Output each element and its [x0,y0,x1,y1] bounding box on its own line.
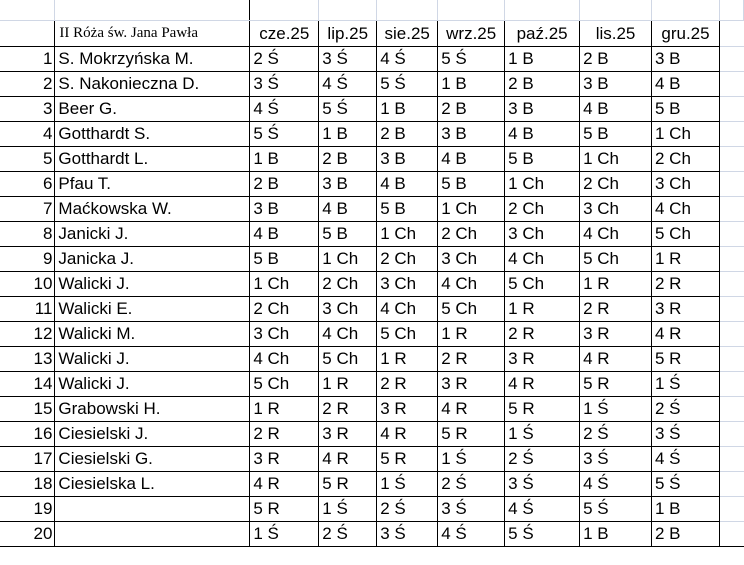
month-header[interactable]: paź.25 [505,20,580,46]
mystery-cell[interactable]: 2 B [377,121,438,146]
mystery-cell[interactable]: 5 Ś [250,121,319,146]
row-number-cell[interactable]: 4 [0,121,55,146]
member-name-cell[interactable]: Gotthardt L. [55,146,250,171]
mystery-cell[interactable]: 2 B [250,171,319,196]
mystery-cell[interactable]: 2 Ś [250,46,319,71]
mystery-cell[interactable]: 1 B [438,71,505,96]
mystery-cell[interactable]: 5 R [250,496,319,521]
mystery-cell[interactable]: 3 R [505,346,580,371]
mystery-cell[interactable]: 1 R [505,296,580,321]
mystery-cell[interactable]: 2 R [438,346,505,371]
mystery-cell[interactable]: 3 R [250,446,319,471]
mystery-cell[interactable]: 1 Ś [438,446,505,471]
mystery-cell[interactable]: 3 B [580,71,652,96]
mystery-cell[interactable]: 2 R [505,321,580,346]
mystery-cell[interactable]: 2 Ch [319,271,377,296]
blank-cell[interactable] [719,321,743,346]
mystery-cell[interactable]: 4 B [377,171,438,196]
blank-cell[interactable] [719,471,743,496]
mystery-cell[interactable]: 3 R [377,396,438,421]
mystery-cell[interactable]: 1 B [505,46,580,71]
mystery-cell[interactable]: 3 Ś [580,446,652,471]
mystery-cell[interactable]: 1 B [377,96,438,121]
mystery-cell[interactable]: 1 Ś [580,396,652,421]
table-row [0,446,744,471]
blank-cell[interactable] [652,0,720,20]
mystery-cell[interactable]: 4 R [319,446,377,471]
blank-cell[interactable] [719,421,743,446]
member-name-cell[interactable]: S. Mokrzyńska M. [55,46,250,71]
blank-cell[interactable] [719,20,743,46]
mystery-cell[interactable]: 4 Ch [250,346,319,371]
mystery-cell[interactable]: 4 B [505,121,580,146]
mystery-cell[interactable]: 5 Ś [580,496,652,521]
row-number-cell[interactable]: 15 [0,396,55,421]
blank-cell[interactable] [319,0,377,20]
blank-cell[interactable] [719,196,743,221]
member-name-cell[interactable]: Walicki J. [55,271,250,296]
table-row [0,421,744,446]
table-row [0,146,744,171]
mystery-cell[interactable]: 5 Ś [319,96,377,121]
mystery-cell[interactable]: 3 Ch [250,321,319,346]
mystery-cell[interactable]: 4 R [580,346,652,371]
mystery-cell[interactable]: 2 B [438,96,505,121]
table-row [0,471,744,496]
mystery-cell[interactable]: 1 R [580,271,652,296]
mystery-cell[interactable]: 5 Ch [652,221,720,246]
mystery-cell[interactable]: 1 R [250,396,319,421]
mystery-cell[interactable]: 1 Ch [319,246,377,271]
table-row [0,196,744,221]
mystery-cell[interactable]: 1 B [250,146,319,171]
mystery-cell[interactable]: 4 R [377,421,438,446]
mystery-cell[interactable]: 4 Ś [580,471,652,496]
blank-cell[interactable] [719,396,743,421]
mystery-cell[interactable]: 2 Ś [438,471,505,496]
corner-cell[interactable] [0,20,55,46]
row-number-cell[interactable]: 16 [0,421,55,446]
mystery-cell[interactable]: 5 R [580,371,652,396]
table-row [0,396,744,421]
blank-cell[interactable] [719,146,743,171]
mystery-cell[interactable]: 3 B [250,196,319,221]
blank-cell[interactable] [719,446,743,471]
mystery-cell[interactable]: 4 Ś [438,521,505,546]
table-row [0,121,744,146]
blank-cell[interactable] [505,0,580,20]
blank-cell[interactable] [438,0,505,20]
row-number-cell[interactable]: 14 [0,371,55,396]
row-number-cell[interactable]: 6 [0,171,55,196]
mystery-cell[interactable]: 3 B [319,171,377,196]
mystery-cell[interactable]: 2 Ch [250,296,319,321]
mystery-cell[interactable]: 2 Ś [580,421,652,446]
mystery-cell[interactable]: 5 Ś [652,471,720,496]
blank-cell[interactable] [719,346,743,371]
member-name-cell[interactable]: Walicki J. [55,346,250,371]
mystery-cell[interactable]: 2 Ś [505,446,580,471]
mystery-cell[interactable]: 5 Ch [377,321,438,346]
table-row [0,271,744,296]
mystery-cell[interactable]: 5 B [652,96,720,121]
table-row [0,496,744,521]
member-name-cell[interactable]: Ciesielski G. [55,446,250,471]
mystery-cell[interactable]: 5 B [580,121,652,146]
mystery-cell[interactable]: 4 Ch [652,196,720,221]
mystery-cell[interactable]: 5 B [319,221,377,246]
blank-cell[interactable] [719,246,743,271]
mystery-cell[interactable]: 3 B [652,46,720,71]
table-row [0,371,744,396]
mystery-cell[interactable]: 3 B [505,96,580,121]
mystery-cell[interactable]: 1 Ch [505,171,580,196]
mystery-cell[interactable]: 3 Ch [438,246,505,271]
mystery-cell[interactable]: 4 B [438,146,505,171]
member-name-cell[interactable]: Pfau T. [55,171,250,196]
mystery-cell[interactable]: 5 Ś [438,46,505,71]
row-number-cell[interactable]: 17 [0,446,55,471]
member-name-cell[interactable]: Janicki J. [55,221,250,246]
blank-cell[interactable] [719,271,743,296]
mystery-cell[interactable]: 2 B [319,146,377,171]
mystery-cell[interactable]: 2 R [319,396,377,421]
mystery-cell[interactable]: 3 Ś [250,71,319,96]
month-header[interactable]: sie.25 [377,20,438,46]
member-name-cell[interactable]: Gotthardt S. [55,121,250,146]
mystery-cell[interactable]: 4 Ś [652,446,720,471]
mystery-cell[interactable]: 1 B [580,521,652,546]
row-number-cell[interactable]: 20 [0,521,55,546]
member-name-cell[interactable]: Ciesielska L. [55,471,250,496]
mystery-cell[interactable]: 5 R [319,471,377,496]
mystery-cell[interactable]: 2 B [652,521,720,546]
mystery-cell[interactable]: 4 Ch [319,321,377,346]
mystery-cell[interactable]: 3 R [438,371,505,396]
mystery-cell[interactable]: 4 R [438,396,505,421]
mystery-cell[interactable]: 4 B [652,71,720,96]
mystery-cell[interactable]: 5 Ch [250,371,319,396]
table-row [0,96,744,121]
member-name-cell[interactable]: Grabowski H. [55,396,250,421]
mystery-cell[interactable]: 1 Ch [438,196,505,221]
blank-cell[interactable] [719,371,743,396]
header-row [0,20,744,46]
blank-cell[interactable] [580,0,652,20]
mystery-cell[interactable]: 3 R [580,321,652,346]
table-row [0,346,744,371]
mystery-cell[interactable]: 4 Ś [505,496,580,521]
mystery-cell[interactable]: 1 R [652,246,720,271]
mystery-cell[interactable]: 3 Ch [505,221,580,246]
table-row [0,46,744,71]
mystery-cell[interactable]: 1 B [652,496,720,521]
mystery-cell[interactable]: 1 Ś [377,471,438,496]
mystery-cell[interactable]: 1 B [319,121,377,146]
mystery-cell[interactable]: 4 R [250,471,319,496]
table-row [0,171,744,196]
mystery-cell[interactable]: 5 Ch [319,346,377,371]
mystery-cell[interactable]: 5 Ch [438,296,505,321]
member-name-cell[interactable]: Ciesielski J. [55,421,250,446]
mystery-cell[interactable]: 5 Ch [505,271,580,296]
member-name-cell[interactable]: S. Nakonieczna D. [55,71,250,96]
row-number-cell[interactable]: 7 [0,196,55,221]
row-number-cell[interactable]: 3 [0,96,55,121]
month-header[interactable]: cze.25 [250,20,319,46]
mystery-cell[interactable]: 1 Ch [250,271,319,296]
blank-cell[interactable] [0,0,55,20]
member-name-cell[interactable]: Walicki M. [55,321,250,346]
mystery-cell[interactable]: 2 Ch [580,171,652,196]
mystery-cell[interactable]: 2 Ś [377,496,438,521]
mystery-cell[interactable]: 2 B [505,71,580,96]
mystery-cell[interactable]: 4 R [652,321,720,346]
mystery-cell[interactable]: 2 Ch [377,246,438,271]
month-header[interactable]: lis.25 [580,20,652,46]
mystery-cell[interactable]: 3 Ch [377,271,438,296]
member-name-cell[interactable]: Janicka J. [55,246,250,271]
blank-cell[interactable] [719,521,743,546]
table-row [0,321,744,346]
table-row [0,521,744,546]
blank-cell[interactable] [250,0,319,20]
mystery-cell[interactable]: 5 Ś [377,71,438,96]
row-number-cell[interactable]: 8 [0,221,55,246]
blank-cell[interactable] [719,221,743,246]
row-number-cell[interactable]: 10 [0,271,55,296]
blank-top-row [0,0,744,20]
mystery-cell[interactable]: 4 Ś [319,71,377,96]
month-header[interactable]: wrz.25 [438,20,505,46]
table-row [0,71,744,96]
mystery-cell[interactable]: 4 Ch [377,296,438,321]
blank-cell[interactable] [719,296,743,321]
mystery-cell[interactable]: 3 R [319,421,377,446]
mystery-cell[interactable]: 3 Ś [319,46,377,71]
mystery-cell[interactable]: 1 Ch [652,121,720,146]
blank-cell[interactable] [719,121,743,146]
sheet-title[interactable]: II Róża św. Jana Pawła [55,20,250,46]
row-number-cell[interactable]: 13 [0,346,55,371]
mystery-cell[interactable]: 1 Ch [580,146,652,171]
blank-cell[interactable] [55,0,250,20]
mystery-cell[interactable]: 5 R [438,421,505,446]
table-row [0,296,744,321]
mystery-cell[interactable]: 1 Ś [319,496,377,521]
mystery-cell[interactable]: 4 B [319,196,377,221]
mystery-cell[interactable]: 4 Ch [580,221,652,246]
mystery-cell[interactable]: 2 B [580,46,652,71]
row-number-cell[interactable]: 1 [0,46,55,71]
mystery-cell[interactable]: 5 R [652,346,720,371]
mystery-cell[interactable]: 2 Ch [505,196,580,221]
table-row [0,246,744,271]
blank-cell[interactable] [719,46,743,71]
mystery-cell[interactable]: 4 Ch [438,271,505,296]
row-number-cell[interactable]: 9 [0,246,55,271]
row-number-cell[interactable]: 2 [0,71,55,96]
mystery-cell[interactable]: 5 R [377,446,438,471]
mystery-cell[interactable]: 5 B [505,146,580,171]
mystery-cell[interactable]: 4 Ch [505,246,580,271]
mystery-cell[interactable]: 4 Ś [250,96,319,121]
mystery-cell[interactable]: 4 B [250,221,319,246]
mystery-cell[interactable]: 1 R [319,371,377,396]
blank-cell[interactable] [377,0,438,20]
mystery-cell[interactable]: 5 Ch [580,246,652,271]
mystery-cell[interactable]: 1 Ś [505,421,580,446]
row-number-cell[interactable]: 11 [0,296,55,321]
member-name-cell[interactable] [55,496,250,521]
mystery-cell[interactable]: 3 Ś [438,496,505,521]
table-row [0,221,744,246]
member-name-cell[interactable]: Walicki E. [55,296,250,321]
mystery-cell[interactable]: 2 Ś [319,521,377,546]
mystery-cell[interactable]: 5 Ś [505,521,580,546]
mystery-cell[interactable]: 3 B [438,121,505,146]
mystery-cell[interactable]: 2 Ś [652,396,720,421]
member-name-cell[interactable]: Walicki J. [55,371,250,396]
mystery-cell[interactable]: 4 B [580,96,652,121]
mystery-cell[interactable]: 2 R [250,421,319,446]
mystery-cell[interactable]: 2 Ch [438,221,505,246]
mystery-cell[interactable]: 1 Ś [250,521,319,546]
member-name-cell[interactable]: Maćkowska W. [55,196,250,221]
mystery-cell[interactable]: 5 B [377,196,438,221]
mystery-cell[interactable]: 2 R [580,296,652,321]
blank-cell[interactable] [719,0,743,20]
mystery-cell[interactable]: 3 Ś [505,471,580,496]
mystery-cell[interactable]: 5 R [505,396,580,421]
row-number-cell[interactable]: 12 [0,321,55,346]
member-name-cell[interactable]: Beer G. [55,96,250,121]
mystery-cell[interactable]: 4 Ś [377,46,438,71]
blank-cell[interactable] [719,171,743,196]
row-number-cell[interactable]: 18 [0,471,55,496]
mystery-cell[interactable]: 1 Ś [652,371,720,396]
mystery-cell[interactable]: 5 B [250,246,319,271]
mystery-cell[interactable]: 5 B [438,171,505,196]
month-header[interactable]: gru.25 [652,20,720,46]
mystery-cell[interactable]: 1 R [377,346,438,371]
mystery-cell[interactable]: 3 Ś [377,521,438,546]
mystery-cell[interactable]: 3 B [377,146,438,171]
mystery-cell[interactable]: 3 Ch [652,171,720,196]
mystery-cell[interactable]: 2 R [652,271,720,296]
member-name-cell[interactable] [55,521,250,546]
mystery-cell[interactable]: 3 R [652,296,720,321]
month-header[interactable]: lip.25 [319,20,377,46]
mystery-cell[interactable]: 3 Ś [652,421,720,446]
mystery-cell[interactable]: 3 Ch [580,196,652,221]
blank-cell[interactable] [719,496,743,521]
mystery-cell[interactable]: 1 Ch [377,221,438,246]
mystery-cell[interactable]: 1 R [438,321,505,346]
blank-cell[interactable] [719,71,743,96]
mystery-cell[interactable]: 2 Ch [652,146,720,171]
blank-cell[interactable] [719,96,743,121]
mystery-cell[interactable]: 4 R [505,371,580,396]
mystery-cell[interactable]: 2 R [377,371,438,396]
row-number-cell[interactable]: 5 [0,146,55,171]
mystery-cell[interactable]: 3 Ch [319,296,377,321]
row-number-cell[interactable]: 19 [0,496,55,521]
